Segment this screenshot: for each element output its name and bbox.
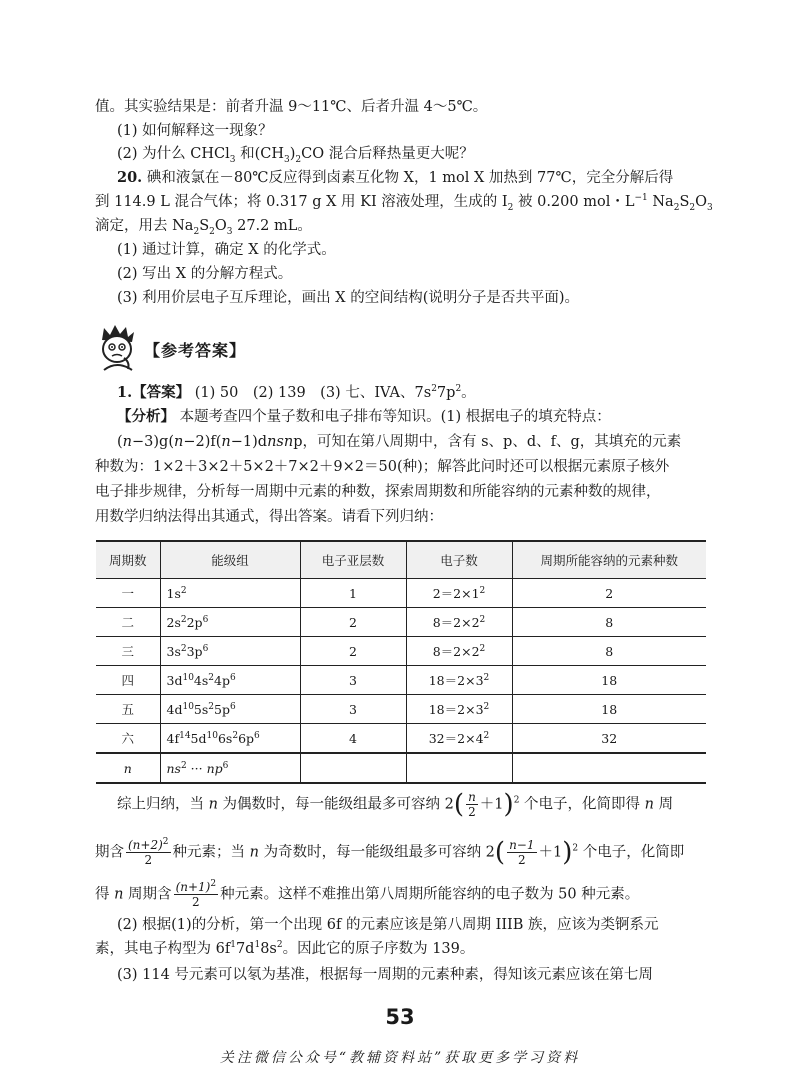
period-cell: 一 xyxy=(96,579,160,608)
electron-count-cell: $8=2\times 2^2$ xyxy=(406,637,512,666)
text-line: 值。其实验结果是：前者升温 9～11℃、后者升温 4～5℃。 xyxy=(95,99,488,115)
table-header: 电子亚层数 xyxy=(300,541,406,579)
part-2-line2: 素，其电子构型为 $6f^17d^18s^2$。因此它的原子序数为 139。 xyxy=(95,940,475,957)
table-header: 电子数 xyxy=(406,541,512,579)
electron-count-cell: $32=2\times 4^2$ xyxy=(406,724,512,754)
level-group-cell: $4d^{10}5s^25p^6$ xyxy=(160,695,300,724)
question-1: (1) 如何解释这一现象？ xyxy=(117,123,273,139)
sublevel-cell: 1 xyxy=(300,579,406,608)
level-group-cell: $1s^2$ xyxy=(160,579,300,608)
problem-20-q3: (3) 利用价层电子互斥理论，画出 X 的空间结构(说明分子是否共平面)。 xyxy=(117,290,580,306)
energy-level-table xyxy=(96,540,706,784)
summary-line3: 得 n 周期含 $\frac{(n+1)^2}{2}$ 种元素。这样不难推出第八周期所能容纳的电子数为 50 种元素。 xyxy=(95,879,640,909)
sublevel-cell: 2 xyxy=(300,608,406,637)
level-group-cell: $3d^{10}4s^24p^6$ xyxy=(160,666,300,695)
answer-tag: 【答案】 xyxy=(132,385,191,401)
problem-20-q1: (1) 通过计算，确定 X 的化学式。 xyxy=(117,242,336,258)
element-count-cell: 2 xyxy=(512,579,706,608)
question-2: (2) 为什么 CHCl$_3$ 和$(CH_3)_2CO$ 混合后释热量更大呢？ xyxy=(117,146,474,165)
table-row xyxy=(96,695,706,724)
fraction: $\frac{n}{2}$ xyxy=(468,790,476,819)
level-group-cell: $4f^{14}5d^{10}6s^26p^6$ xyxy=(160,724,300,754)
fraction: $\frac{n-1}{2}$ xyxy=(509,838,535,867)
page-number: 53 xyxy=(385,1005,415,1029)
problem-20-q2: (2) 写出 X 的分解方程式。 xyxy=(117,266,293,282)
analysis-line1: 【分析】 本题考查四个量子数和电子排布等知识。(1) 根据电子的填充特点： xyxy=(117,409,611,425)
electron-count-cell: $18=2\times 3^2$ xyxy=(406,666,512,695)
table-row: n $ns^2$ ··· $np^6$ xyxy=(96,753,706,783)
reference-answer-heading xyxy=(94,322,394,372)
sublevel-cell: 2 xyxy=(300,637,406,666)
summary-line2: 期含 $\frac{(n+2)^2}{2}$ 种元素；当 n 为奇数时，每一能级组最多可容纳 2( $\frac{n-1}{2}$ ＋1)$^2$ 个电子，化简即 xyxy=(95,837,685,868)
period-cell: 三 xyxy=(96,637,160,666)
table-row xyxy=(96,724,706,754)
problem-20-line2: 到 114.9 L 混合气体；将 0.317 g X 用 KI 溶液处理，生成的 $I_2$ 被 0.200 mol・$L^{-1}$ $Na_2S_2O_3$ xyxy=(95,193,713,213)
element-count-cell: 8 xyxy=(512,637,706,666)
element-count-cell: 18 xyxy=(512,695,706,724)
summary-line1: 综上归纳，当 n 为偶数时，每一能级组最多可容纳 2( $\frac{n}{2}$ ＋1)$^2$ 个电子，化简即得 n 周 xyxy=(117,789,674,820)
answer-1: 1.【答案】 (1) 50 (2) 139 (3) 七、IVA、$7s^27p^2$。 xyxy=(117,384,476,401)
sublevel-cell: 3 xyxy=(300,666,406,695)
problem-20-line3: 滴定，用去 $Na_2S_2O_3$ 27.2 mL。 xyxy=(95,218,312,237)
period-cell: 六 xyxy=(96,724,160,754)
analysis-tag: 【分析】 xyxy=(117,409,175,425)
table-header: 能级组 xyxy=(160,541,300,579)
problem-20-line1: 20. 碘和液氯在－80℃反应得到卤素互化物 X，1 mol X 加热到 77℃，完全分解后得 xyxy=(117,169,674,186)
level-group-cell: $2s^22p^6$ xyxy=(160,608,300,637)
analysis-line3: 种数为：1×2＋3×2＋5×2＋7×2＋9×2＝50(种)；解答此问时还可以根据元素原子核外 xyxy=(95,459,670,475)
part-3-line1: (3) 114 号元素可以氡为基准，根据每一周期的元素种素，得知该元素应该在第七周 xyxy=(117,967,653,983)
element-count-cell: 32 xyxy=(512,724,706,754)
table-row xyxy=(96,579,706,608)
fraction: $\frac{(n+2)^2}{2}$ xyxy=(128,837,169,867)
electron-count-cell: $8=2\times 2^2$ xyxy=(406,608,512,637)
fraction: $\frac{(n+1)^2}{2}$ xyxy=(175,879,217,909)
period-cell: 五 xyxy=(96,695,160,724)
sublevel-cell: 3 xyxy=(300,695,406,724)
table-header-row xyxy=(96,541,706,579)
table-row xyxy=(96,608,706,637)
table-header: 周期所能容纳的元素种数 xyxy=(512,541,706,579)
table-row xyxy=(96,637,706,666)
electron-count-cell: $18=2\times 3^2$ xyxy=(406,695,512,724)
problem-number: 20. xyxy=(117,169,143,186)
period-cell: 四 xyxy=(96,666,160,695)
part-2-line1: (2) 根据(1)的分析，第一个出现 6f 的元素应该是第八周期 IIIB 族，应该为类锕系元 xyxy=(117,917,659,933)
table-header: 周期数 xyxy=(96,541,160,579)
period-cell: 二 xyxy=(96,608,160,637)
analysis-line5: 用数学归纳法得出其通式，得出答案。请看下列归纳： xyxy=(95,509,443,525)
sublevel-cell: 4 xyxy=(300,724,406,754)
reference-answer-title: 【参考答案】 xyxy=(144,341,247,360)
thinking-boy-icon xyxy=(94,322,140,372)
element-count-cell: 18 xyxy=(512,666,706,695)
footer-watermark: 关注微信公众号“教辅资料站”获取更多学习资料 xyxy=(219,1050,581,1066)
level-group-cell: $3s^23p^6$ xyxy=(160,637,300,666)
element-count-cell: 8 xyxy=(512,608,706,637)
table-row xyxy=(96,666,706,695)
analysis-line2: (n−3)g(n−2)f(n−1)dnsnp，可知在第八周期中，含有 s、p、d、f、g，其填充的元素 xyxy=(117,434,682,450)
electron-count-cell: $2=2\times 1^2$ xyxy=(406,579,512,608)
analysis-line4: 电子排步规律，分析每一周期中元素的种数，探索周期数和所能容纳的元素种数的规律， xyxy=(95,484,661,500)
